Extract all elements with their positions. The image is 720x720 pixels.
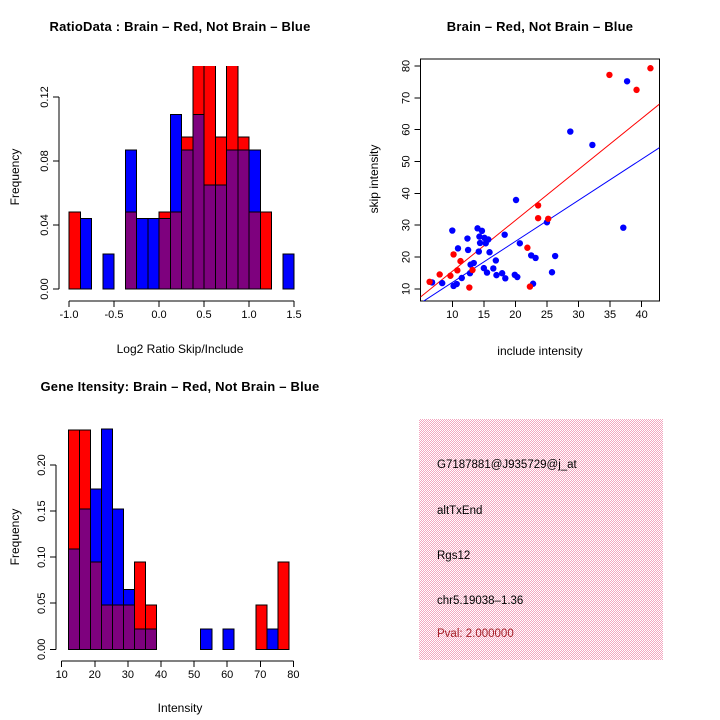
panel-gene-intensity-histogram (0, 360, 360, 720)
svg-text:30: 30 (572, 309, 585, 321)
svg-text:-0.5: -0.5 (104, 309, 124, 321)
svg-text:60: 60 (400, 123, 413, 136)
svg-text:35: 35 (603, 309, 617, 321)
info-box (419, 419, 663, 660)
ratio-hist-y-axis-label: Frequency (8, 148, 22, 206)
panel-ratio-histogram (0, 0, 360, 360)
svg-text:0.20: 0.20 (36, 454, 48, 476)
probe-id: G7187881@J935729@j_at (437, 459, 577, 471)
svg-text:10: 10 (55, 669, 68, 681)
svg-text:10: 10 (446, 309, 459, 321)
gene-hist-y-axis-label: Frequency (8, 508, 22, 566)
gene-intensity-histogram-canvas (0, 360, 360, 720)
svg-text:0.00: 0.00 (39, 278, 51, 300)
scatter-y-axis-label: skip intensity (367, 144, 381, 214)
svg-text:40: 40 (635, 309, 648, 321)
gene-hist-title: Gene Itensity: Brain – Red, Not Brain – Blue (40, 379, 320, 394)
svg-text:50: 50 (187, 669, 201, 681)
svg-text:25: 25 (540, 309, 554, 321)
svg-text:-1.0: -1.0 (59, 309, 79, 321)
svg-text:0.15: 0.15 (36, 500, 48, 522)
svg-text:20: 20 (509, 309, 522, 321)
svg-text:0.12: 0.12 (39, 86, 51, 108)
svg-text:0.10: 0.10 (36, 546, 48, 568)
panel-intensity-scatter (360, 0, 720, 360)
svg-text:40: 40 (400, 187, 413, 200)
svg-text:0.08: 0.08 (39, 150, 51, 172)
svg-text:30: 30 (121, 669, 135, 681)
locus: chr5.19038–1.36 (437, 595, 524, 607)
ratio-hist-x-axis-label: Log2 Ratio Skip/Include (116, 342, 244, 356)
svg-text:40: 40 (154, 669, 168, 681)
gene-hist-x-axis-label: Intensity (157, 701, 203, 715)
svg-text:0.05: 0.05 (36, 592, 48, 614)
svg-text:70: 70 (400, 91, 413, 104)
scatter-title: Brain – Red, Not Brain – Blue (446, 19, 634, 34)
svg-text:20: 20 (88, 669, 101, 681)
ratio-histogram-canvas (0, 0, 360, 360)
scatter-x-axis-label: include intensity (497, 344, 583, 358)
svg-text:70: 70 (254, 669, 267, 681)
svg-text:80: 80 (287, 669, 300, 681)
svg-text:10: 10 (400, 282, 413, 295)
svg-text:20: 20 (400, 250, 413, 264)
svg-text:1.5: 1.5 (286, 309, 302, 321)
svg-text:15: 15 (477, 309, 490, 321)
svg-text:80: 80 (400, 59, 413, 73)
svg-text:0.5: 0.5 (196, 309, 212, 321)
svg-text:50: 50 (400, 155, 413, 168)
svg-text:30: 30 (400, 219, 413, 232)
svg-text:0.04: 0.04 (39, 214, 51, 236)
svg-text:0.0: 0.0 (151, 309, 167, 321)
splice-event-type: altTxEnd (437, 505, 483, 517)
svg-text:1.0: 1.0 (241, 309, 257, 321)
svg-text:60: 60 (221, 669, 234, 681)
pval-text: Pval: 2.000000 (437, 628, 514, 640)
svg-text:0.00: 0.00 (36, 638, 48, 661)
scatter-canvas (360, 0, 720, 360)
gene-name: Rgs12 (437, 550, 471, 562)
ratio-hist-title: RatioData : Brain – Red, Not Brain – Blue (49, 19, 311, 34)
